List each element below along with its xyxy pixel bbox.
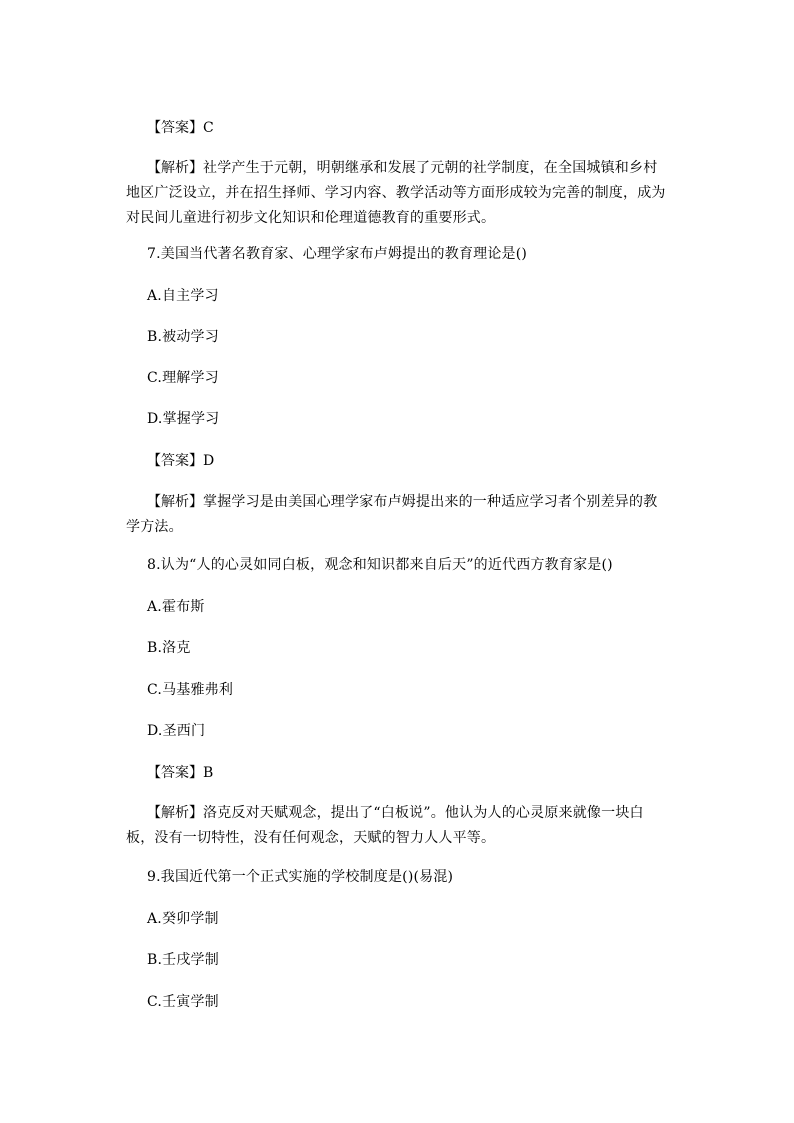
analysis-tag: 【解析】 (147, 160, 203, 176)
option-8b: B.洛克 (147, 640, 191, 656)
question-7: 7.美国当代著名教育家、心理学家布卢姆提出的教育理论是() (147, 246, 528, 262)
answer-tag: 【答案】 (147, 765, 203, 781)
answer-value: B (203, 765, 214, 781)
option-7b: B.被动学习 (147, 329, 219, 345)
analysis-tag: 【解析】 (147, 805, 203, 821)
question-8: 8.认为“人的心灵如同白板，观念和知识都来自后天”的近代西方教育家是() (147, 557, 613, 573)
option-8c: C.马基雅弗利 (147, 682, 234, 698)
answer-tag: 【答案】 (147, 120, 203, 136)
analysis-paragraph (126, 156, 668, 231)
answer-line (126, 118, 214, 138)
answer-line (126, 451, 214, 471)
option-7c: C.理解学习 (147, 370, 219, 386)
option-7a: A.自主学习 (147, 288, 219, 304)
analysis-tag: 【解析】 (147, 494, 203, 510)
analysis-text: 洛克反对天赋观念，提出了“白板说”。他认为人的心灵原来就像一块白板，没有一切特性，没有任何观念，天赋的智力人人平等。 (126, 805, 644, 846)
option-8d: D.圣西门 (147, 723, 206, 739)
answer-tag: 【答案】 (147, 453, 203, 469)
analysis-text: 社学产生于元朝，明朝继承和发展了元朝的社学制度，在全国城镇和乡村地区广泛设立，并在招生择师、学习内容、教学活动等方面形成较为完善的制度，成为对民间儿童进行初步文化知识和伦理道德教育的重要形式。 (126, 160, 666, 226)
option-7d: D.掌握学习 (147, 411, 220, 427)
answer-value: C (203, 120, 214, 136)
question-9: 9.我国近代第一个正式实施的学校制度是()(易混) (147, 869, 454, 885)
answer-line (126, 763, 214, 783)
answer-value: D (203, 453, 215, 469)
analysis-paragraph (126, 801, 668, 851)
option-8a: A.霍布斯 (147, 599, 205, 615)
option-9a: A.癸卯学制 (147, 911, 219, 927)
option-9c: C.壬寅学制 (147, 994, 219, 1010)
analysis-text: 掌握学习是由美国心理学家布卢姆提出来的一种适应学习者个别差异的教学方法。 (126, 494, 658, 535)
analysis-paragraph (126, 490, 668, 540)
option-9b: B.壬戌学制 (147, 952, 219, 968)
